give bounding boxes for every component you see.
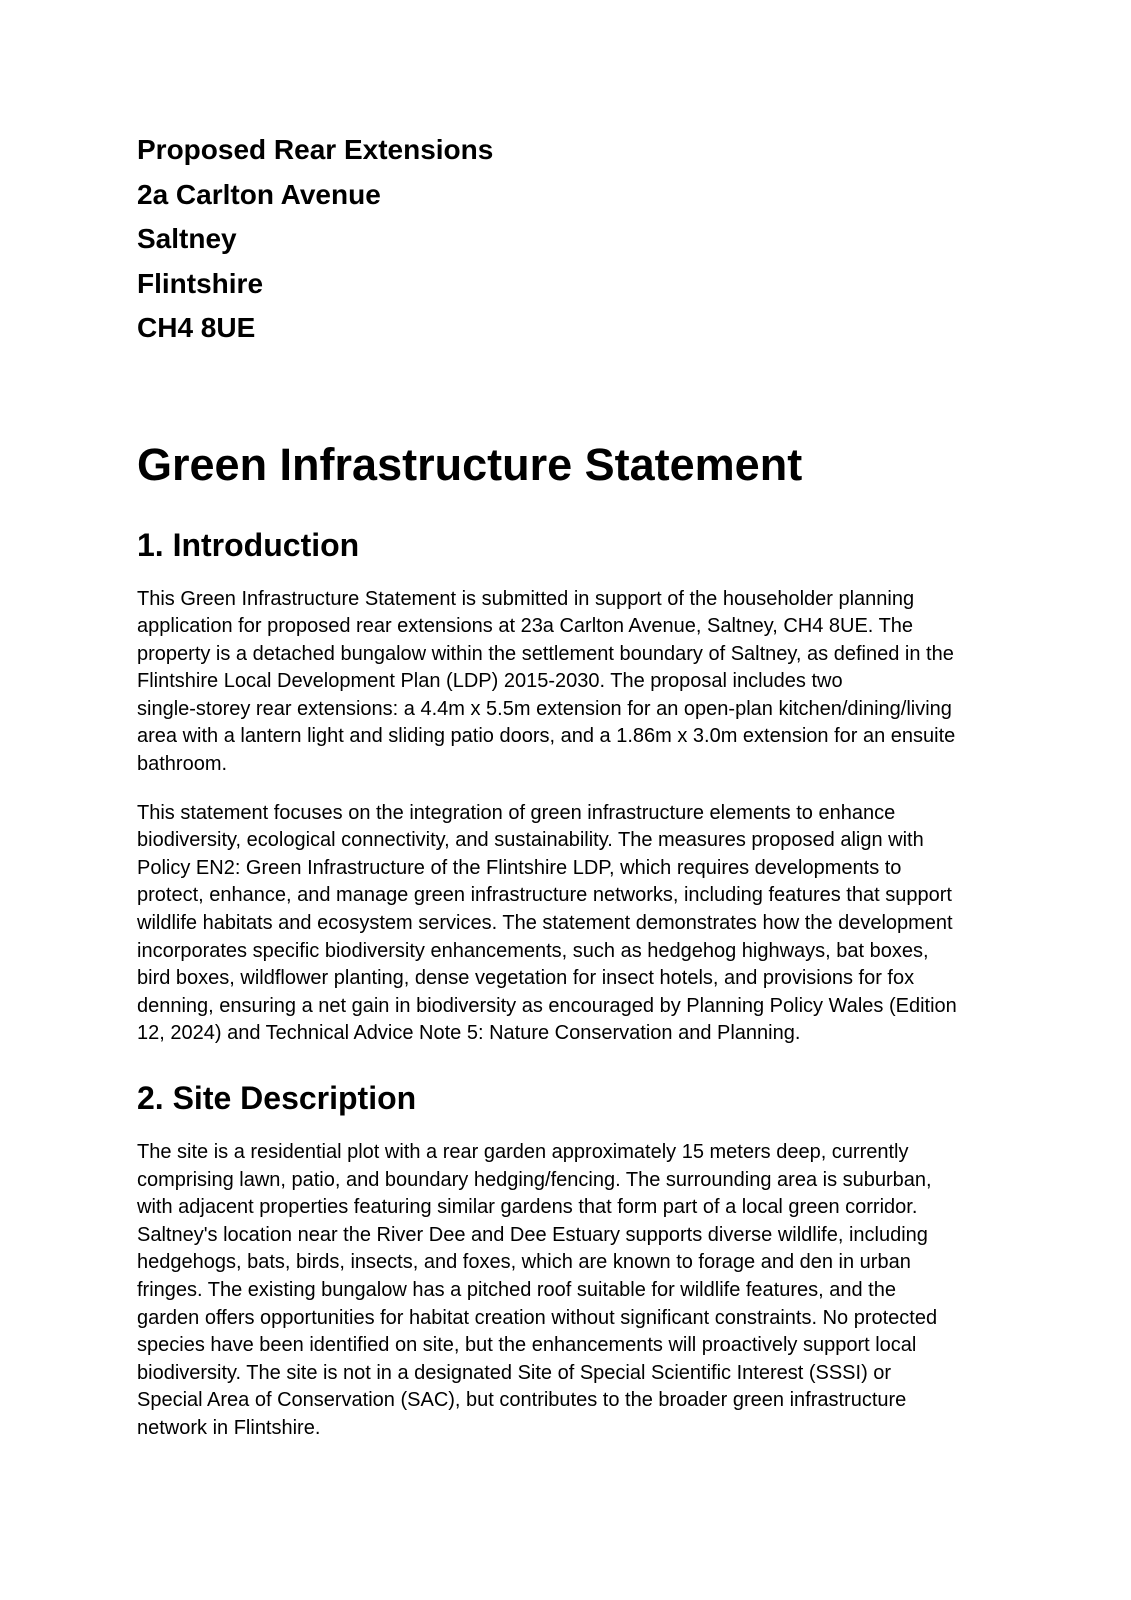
- text-line: property is a detached bungalow within the settlement boundary of Saltney, as defined in the: [137, 642, 954, 665]
- text-line: wildlife habitats and ecosystem services. The statement demonstrates how the development: [137, 912, 953, 935]
- text-line: Saltney's location near the River Dee and Dee Estuary supports diverse wildlife, including: [137, 1223, 928, 1246]
- address-line-county: Flintshire: [137, 267, 264, 299]
- document-page: [137, 128, 1007, 1443]
- address-line-project: Proposed Rear Extensions: [137, 134, 494, 165]
- section-heading-site-description: 2. Site Description: [137, 1080, 417, 1116]
- introduction-paragraph-2: [137, 800, 1007, 1048]
- text-line: single-storey rear extensions: a 4.4m x 5.5m extension for an open-plan kitchen/dining/living: [137, 697, 952, 720]
- address-line-street: 2a Carlton Avenue: [137, 178, 381, 210]
- text-line: biodiversity, ecological connectivity, and sustainability. The measures proposed align with: [137, 829, 924, 852]
- text-line: bird boxes, wildflower planting, dense vegetation for insect hotels, and provisions for fox: [137, 967, 915, 990]
- text-line: fringes. The existing bungalow has a pitched roof suitable for wildlife features, and the: [137, 1278, 896, 1301]
- text-line: biodiversity. The site is not in a designated Site of Special Scientific Interest (SSSI) or: [137, 1361, 892, 1384]
- address-line-town: Saltney: [137, 223, 237, 254]
- text-line: 12, 2024) and Technical Advice Note 5: Nature Conservation and Planning.: [137, 1022, 801, 1045]
- text-line: application for proposed rear extensions at 23a Carlton Avenue, Saltney, CH4 8UE. The: [137, 615, 914, 638]
- text-line: This statement focuses on the integration of green infrastructure elements to enhance: [137, 801, 896, 824]
- document-title: Green Infrastructure Statement: [137, 438, 803, 490]
- text-line: Flintshire Local Development Plan (LDP) 2015-2030. The proposal includes two: [137, 670, 843, 693]
- introduction-paragraph-1: [137, 586, 1007, 779]
- text-line: The site is a residential plot with a rear garden approximately 15 meters deep, currently: [137, 1141, 909, 1163]
- text-line: species have been identified on site, but the enhancements will proactively support local: [137, 1334, 917, 1357]
- text-line: network in Flintshire.: [137, 1416, 321, 1439]
- text-line: This Green Infrastructure Statement is submitted in support of the householder planning: [137, 587, 915, 610]
- site-description-paragraph-1: [137, 1139, 1007, 1443]
- text-line: Policy EN2: Green Infrastructure of the Flintshire LDP, which requires developments to: [137, 856, 902, 879]
- text-line: hedgehogs, bats, birds, insects, and foxes, which are known to forage and den in urban: [137, 1251, 911, 1274]
- address-line-postcode: CH4 8UE: [137, 312, 256, 343]
- text-line: bathroom.: [137, 753, 228, 776]
- section-heading-introduction: 1. Introduction: [137, 526, 360, 563]
- address-block: [137, 128, 1007, 351]
- text-line: comprising lawn, patio, and boundary hedging/fencing. The surrounding area is suburban,: [137, 1168, 932, 1191]
- text-line: denning, ensuring a net gain in biodiversity as encouraged by Planning Policy Wales (Edition: [137, 994, 957, 1017]
- text-line: protect, enhance, and manage green infrastructure networks, including features that support: [137, 884, 952, 907]
- text-line: Special Area of Conservation (SAC), but contributes to the broader green infrastructure: [137, 1389, 907, 1412]
- text-line: incorporates specific biodiversity enhancements, such as hedgehog highways, bat boxes,: [137, 939, 929, 962]
- text-line: area with a lantern light and sliding patio doors, and a 1.86m x 3.0m extension for an ensuite: [137, 725, 956, 748]
- text-line: with adjacent properties featuring similar gardens that form part of a local green corridor.: [137, 1196, 918, 1219]
- text-line: garden offers opportunities for habitat creation without significant constraints. No protected: [137, 1306, 938, 1329]
